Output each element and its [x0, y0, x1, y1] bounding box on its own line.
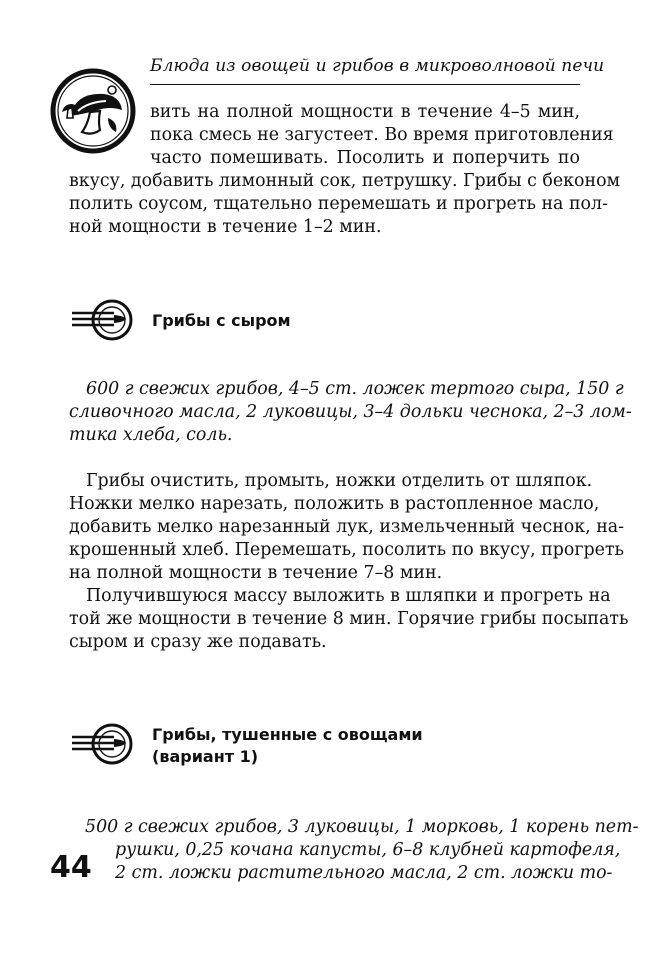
recipe-ingredients [115, 839, 621, 885]
running-header: Блюда из овощей и грибов в микроволновой печи [150, 56, 605, 76]
text-line: той же мощности в течение 8 мин. Горячие грибы посыпать [69, 609, 629, 629]
recipe-title [152, 724, 423, 768]
recipe-title-line: (вариант 1) [152, 747, 259, 766]
text-line: добавить мелко нарезанный лук, измельченный чеснок, на- [69, 517, 625, 537]
intro-text [150, 101, 614, 170]
text-line: ной мощности в течение 1–2 мин. [69, 217, 382, 237]
intro-text-full-width [69, 170, 621, 239]
text-line: сливочного масла, 2 луковицы, 3–4 дольки чеснока, 2–3 лом- [69, 402, 632, 422]
text-line: пока смесь не загустеет. Во время приготовления [150, 125, 614, 145]
plate-cutlery-icon [70, 722, 134, 766]
text-line: 2 ст. ложки растительного масла, 2 ст. ложки то- [115, 863, 613, 883]
recipe-ingredients [69, 378, 632, 447]
header-rule [150, 84, 580, 85]
text-line: крошенный хлеб. Перемешать, посолить по вкусу, прогреть [69, 540, 624, 560]
plate-cutlery-icon [70, 298, 134, 342]
text-line: Ножки мелко нарезать, положить в растопленное масло, [69, 494, 600, 514]
text-line: вить на полной мощности в течение 4–5 мин, [150, 102, 580, 122]
recipe-title-line: Грибы, тушенные с овощами [152, 725, 423, 744]
text-line: Грибы очистить, промыть, ножки отделить от шляпок. [86, 471, 593, 491]
recipe-method-paragraph [69, 585, 629, 654]
text-line: часто помешивать. Посолить и поперчить по [150, 148, 580, 168]
text-line: 600 г свежих грибов, 4–5 ст. ложек тертого сыра, 150 г [86, 379, 624, 399]
text-line: сыром и сразу же подавать. [69, 632, 327, 652]
text-line: вкусу, добавить лимонный сок, петрушку. Грибы с беконом [69, 171, 621, 191]
page-number: 44 [50, 850, 92, 885]
text-line: полить соусом, тщательно перемешать и прогреть на пол- [69, 194, 608, 214]
mushroom-emblem-icon [48, 66, 138, 156]
text-line: 500 г свежих грибов, 3 луковицы, 1 морковь, 1 корень пет- [85, 817, 639, 837]
text-line: Получившуюся массу выложить в шляпки и прогреть на [86, 586, 611, 606]
text-line: рушки, 0,25 кочана капусты, 6–8 клубней картофеля, [115, 840, 621, 860]
text-line: тика хлеба, соль. [69, 425, 233, 445]
recipe-ingredients [85, 816, 639, 839]
text-line: на полной мощности в течение 7–8 мин. [69, 563, 443, 583]
recipe-method-paragraph [69, 470, 625, 585]
recipe-title: Грибы с сыром [152, 311, 291, 330]
